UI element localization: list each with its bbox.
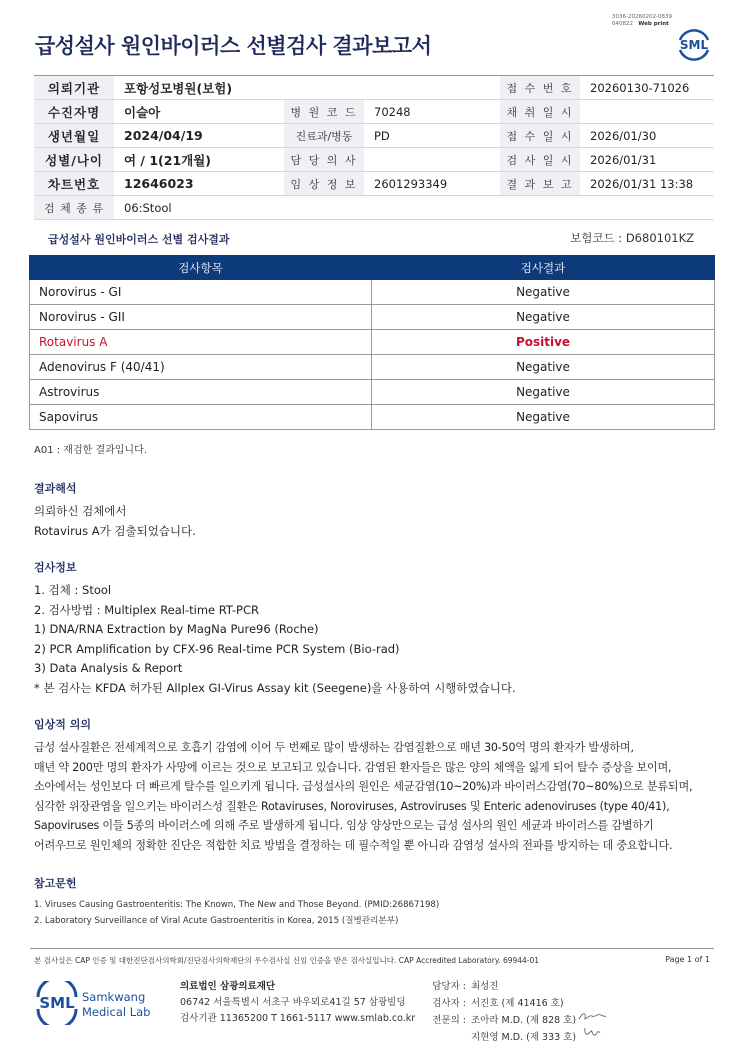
web-print-label: Web print bbox=[638, 21, 669, 27]
label-test-date: 검 사 일 시 bbox=[500, 148, 580, 172]
patient-info-table bbox=[34, 75, 714, 220]
code-line-2: 040822 bbox=[612, 21, 634, 27]
table-row bbox=[30, 305, 715, 330]
clinical-title: 임상적 의의 bbox=[34, 718, 91, 731]
label-requester: 의뢰기관 bbox=[34, 76, 114, 100]
test-info-line: 1) DNA/RNA Extraction by MagNa Pure96 (Roche) bbox=[34, 622, 319, 637]
results-section-title: 급성설사 원인바이러스 선별 검사결과 bbox=[48, 233, 230, 246]
references-title: 참고문헌 bbox=[34, 877, 77, 890]
staff-list bbox=[428, 978, 576, 1046]
label-department: 진료과/병동 bbox=[284, 124, 364, 148]
staff-row bbox=[428, 1012, 576, 1029]
sml-logo-text: SML bbox=[679, 38, 709, 52]
brand-line-2: Medical Lab bbox=[82, 1005, 151, 1019]
clinical-line: Sapoviruses 이들 5종의 바이러스에 의해 주로 발생하게 됩니다. 임상 양상만으로는 급성 설사의 원인 세균과 바이러스를 감별하기 bbox=[34, 819, 654, 833]
test-item: Norovirus - GI bbox=[30, 280, 372, 305]
references-section bbox=[34, 875, 439, 929]
signature-icon bbox=[582, 1025, 604, 1039]
label-birth-date: 생년월일 bbox=[34, 124, 114, 148]
test-item: Sapovirus bbox=[30, 405, 372, 430]
clinical-line: 매년 약 200만 명의 환자가 사망에 이르는 것으로 보고되고 있습니다. 감염된 환자들은 많은 양의 체액을 잃게 되어 탈수 증상을 보이며, bbox=[34, 760, 672, 774]
brand-line-1: Samkwang bbox=[82, 990, 146, 1004]
page-number: Page 1 of 1 bbox=[665, 955, 710, 964]
results-table bbox=[29, 255, 715, 430]
reference-item: 2. Laboratory Surveillance of Viral Acute Gastroenteritis in Korea, 2015 (질병관리본부) bbox=[34, 916, 399, 926]
col-header-result: 검사결과 bbox=[372, 256, 715, 280]
staff-key bbox=[428, 1029, 469, 1046]
label-receipt-date: 접 수 일 시 bbox=[500, 124, 580, 148]
retest-note: A01 : 재검한 결과입니다. bbox=[34, 445, 147, 456]
test-result: Negative bbox=[372, 355, 715, 380]
test-result: Positive bbox=[372, 330, 715, 355]
info-row bbox=[34, 100, 714, 124]
staff-row bbox=[428, 1029, 576, 1046]
test-result: Negative bbox=[372, 280, 715, 305]
test-info-line: 2. 검사방법 : Multiplex Real-time RT-PCR bbox=[34, 602, 259, 617]
interpretation-line: 의뢰하신 검체에서 bbox=[34, 504, 127, 518]
value-receipt-date: 2026/01/30 bbox=[580, 124, 714, 148]
staff-row bbox=[428, 995, 576, 1012]
clinical-line: 어려우므로 원인체의 정확한 진단은 적합한 치료 방법을 결정하는 데 필수적일 뿐 아니라 감염성 설사의 전파를 방지하는 데 중요합니다. bbox=[34, 838, 673, 852]
value-receipt-no: 20260130-71026 bbox=[580, 76, 714, 100]
label-hospital-code: 병 원 코 드 bbox=[284, 100, 364, 124]
report-title: 급성설사 원인바이러스 선별검사 결과보고서 bbox=[35, 34, 432, 58]
value-patient-name: 이슬아 bbox=[114, 100, 284, 124]
value-chart-no: 12646023 bbox=[114, 172, 284, 196]
staff-key: 담당자 : bbox=[432, 981, 466, 992]
col-header-item: 검사항목 bbox=[30, 256, 372, 280]
info-row bbox=[34, 124, 714, 148]
test-item: Astrovirus bbox=[30, 380, 372, 405]
test-info-line: 2) PCR Amplification by CFX-96 Real-time PCR System (Bio-rad) bbox=[34, 641, 400, 656]
value-specimen-type: 06:Stool bbox=[114, 196, 714, 220]
test-info-line: * 본 검사는 KFDA 허가된 Allplex GI-Virus Assay kit (Seegene)을 사용하여 시행하였습니다. bbox=[34, 680, 516, 695]
value-doctor bbox=[364, 148, 500, 172]
label-specimen-type: 검 체 종 류 bbox=[34, 196, 114, 220]
staff-key: 검사자 : bbox=[432, 998, 466, 1009]
staff-value: 지현영 M.D. (제 333 호) bbox=[471, 1032, 577, 1043]
value-sex-age: 여 / 1(21개월) bbox=[114, 148, 284, 172]
info-row bbox=[34, 172, 714, 196]
label-receipt-no: 접 수 번 호 bbox=[500, 76, 580, 100]
value-test-date: 2026/01/31 bbox=[580, 148, 714, 172]
staff-value: 서진호 (제 41416 호) bbox=[471, 998, 564, 1009]
info-row bbox=[34, 148, 714, 172]
insurance-code: 보험코드 : D680101KZ bbox=[570, 231, 694, 245]
test-result: Negative bbox=[372, 405, 715, 430]
clinical-line: 심각한 위장관염을 일으키는 바이러스성 질환은 Rotaviruses, Noroviruses, Astroviruses 및 Enteric adenoviruses (type 40/41), bbox=[34, 799, 670, 813]
code-line-1: 3036-20260202-0839 bbox=[612, 14, 672, 20]
value-birth-date: 2024/04/19 bbox=[114, 124, 284, 148]
staff-row bbox=[428, 978, 576, 995]
value-hospital-code: 70248 bbox=[364, 100, 500, 124]
interpretation-section bbox=[34, 480, 196, 541]
test-item: Norovirus - GII bbox=[30, 305, 372, 330]
table-row bbox=[30, 280, 715, 305]
footer-divider bbox=[30, 948, 714, 949]
info-row bbox=[34, 76, 714, 100]
staff-key: 전문의 : bbox=[432, 1015, 466, 1026]
label-clinical-info: 임 상 정 보 bbox=[284, 172, 364, 196]
signature-icon bbox=[577, 1010, 607, 1024]
clinical-line: 급성 설사질환은 전세계적으로 호흡기 감염에 이어 두 번째로 많이 발생하는 감염질환으로 매년 30-50억 명의 환자가 발생하며, bbox=[34, 741, 634, 754]
interpretation-title: 결과해석 bbox=[34, 482, 77, 495]
label-sex-age: 성별/나이 bbox=[34, 148, 114, 172]
value-result-report: 2026/01/31 13:38 bbox=[580, 172, 714, 196]
accreditation-text: 본 검사실은 CAP 인증 및 대한진단검사의학회/진단검사의학재단의 우수검사실 신임 인증을 받은 검사실입니다. CAP Accredited Laboratory. 69944-01 bbox=[34, 956, 540, 965]
value-collection-date bbox=[580, 100, 714, 124]
value-requester: 포항성모병원(보험) bbox=[114, 76, 500, 100]
value-department: PD bbox=[364, 124, 500, 148]
label-doctor: 담 당 의 사 bbox=[284, 148, 364, 172]
label-chart-no: 차트번호 bbox=[34, 172, 114, 196]
sml-logo-icon bbox=[674, 24, 714, 64]
staff-value: 최성진 bbox=[471, 981, 499, 992]
org-address: 06742 서울특별시 서초구 바우뫼로41길 57 삼광빌딩 bbox=[180, 997, 406, 1008]
org-contact: 검사기관 11365200 T 1661-5117 www.smlab.co.kr bbox=[180, 1013, 416, 1024]
interpretation-line: Rotavirus A가 검출되었습니다. bbox=[34, 523, 196, 538]
clinical-section bbox=[34, 716, 692, 856]
org-name: 의료법인 삼광의료재단 bbox=[180, 981, 276, 992]
label-patient-name: 수진자명 bbox=[34, 100, 114, 124]
test-result: Negative bbox=[372, 380, 715, 405]
table-row bbox=[30, 405, 715, 430]
info-row bbox=[34, 196, 714, 220]
test-info-section bbox=[34, 559, 516, 699]
organization-info bbox=[180, 979, 415, 1027]
test-item: Rotavirus A bbox=[30, 330, 372, 355]
clinical-line: 소아에서는 성인보다 더 빠르게 탈수를 일으키게 됩니다. 급성설사의 원인은 세균감염(10~20%)과 바이러스감염(70~80%)으로 분류되며, bbox=[34, 780, 693, 794]
label-collection-date: 채 취 일 시 bbox=[500, 100, 580, 124]
reference-item: 1. Viruses Causing Gastroenteritis: The Known, The New and Those Beyond. (PMID:26867198) bbox=[34, 900, 440, 910]
table-row-positive bbox=[30, 330, 715, 355]
test-result: Negative bbox=[372, 305, 715, 330]
samkwang-brand-logo bbox=[36, 981, 156, 1025]
test-info-line: 1. 검체 : Stool bbox=[34, 583, 112, 597]
test-info-title: 검사정보 bbox=[34, 561, 77, 574]
results-header-row bbox=[30, 256, 715, 280]
document-code bbox=[612, 14, 672, 28]
label-result-report: 결 과 보 고 bbox=[500, 172, 580, 196]
brand-logo-text: SML bbox=[39, 994, 75, 1012]
value-clinical-info: 2601293349 bbox=[364, 172, 500, 196]
table-row bbox=[30, 380, 715, 405]
table-row bbox=[30, 355, 715, 380]
test-item: Adenovirus F (40/41) bbox=[30, 355, 372, 380]
test-info-line: 3) Data Analysis & Report bbox=[34, 661, 183, 676]
staff-value: 조아라 M.D. (제 828 호) bbox=[471, 1015, 577, 1026]
